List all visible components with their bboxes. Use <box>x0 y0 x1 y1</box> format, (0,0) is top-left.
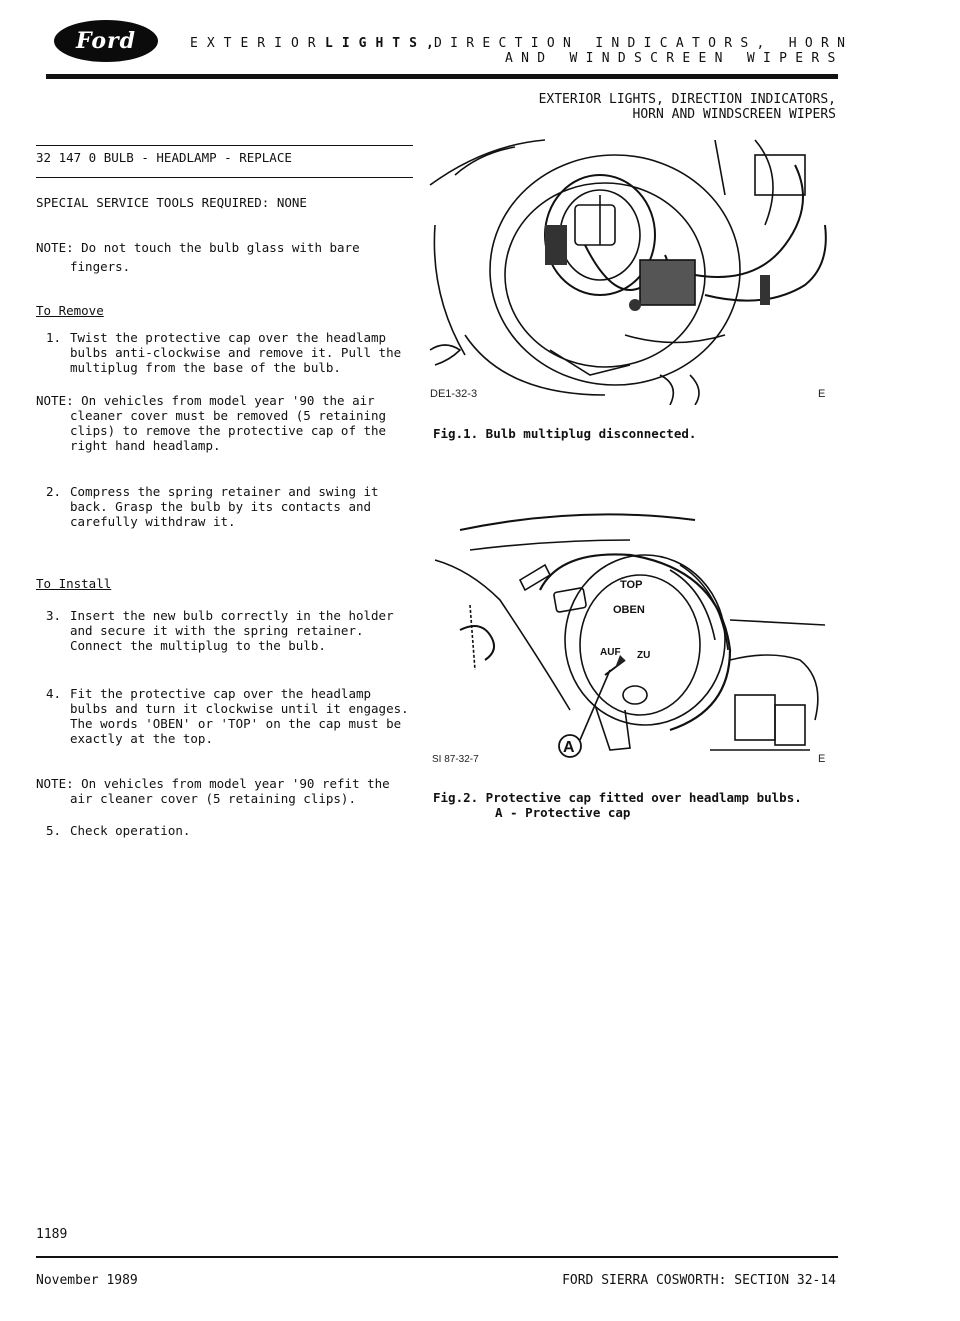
step-line: and secure it with the spring retainer. <box>70 623 364 638</box>
fig2-callout-a: A <box>563 739 575 756</box>
step-2 <box>46 484 426 534</box>
note-line: NOTE: On vehicles from model year '90 the air <box>36 393 375 408</box>
subheader-line2: HORN AND WINDSCREEN WIPERS <box>632 107 836 122</box>
note-line: NOTE: Do not touch the bulb glass with bare <box>36 240 360 255</box>
note-line: clips) to remove the protective cap of the <box>70 423 387 438</box>
step-line: Connect the multiplug to the bulb. <box>70 638 326 653</box>
step-5 <box>46 823 426 838</box>
ford-logo-text: Ford <box>75 28 137 54</box>
fig1-caption: Fig.1. Bulb multiplug disconnected. <box>433 426 697 441</box>
fig2-cap-word-top: TOP <box>620 579 643 591</box>
note-line: cleaner cover must be removed (5 retaining <box>70 408 387 423</box>
fig1-letter-label: E <box>818 388 826 400</box>
special-tools: SPECIAL SERVICE TOOLS REQUIRED: NONE <box>36 195 307 210</box>
section-subheader <box>539 92 836 122</box>
note-line: right hand headlamp. <box>70 438 221 453</box>
subheader-line1: EXTERIOR LIGHTS, DIRECTION INDICATORS, <box>538 92 836 107</box>
footer-section: FORD SIERRA COSWORTH: SECTION 32-14 <box>562 1273 836 1288</box>
procedure-title: 32 147 0 BULB - HEADLAMP - REPLACE <box>36 150 292 165</box>
heading-to-install: To Install <box>36 576 112 591</box>
note-bulb-glass <box>36 240 360 274</box>
step-number: 2. <box>46 484 62 499</box>
note-refit-cleaner <box>36 776 390 806</box>
fig2-caption-line2: A - Protective cap <box>495 805 631 820</box>
step-number: 4. <box>46 686 62 701</box>
heading-to-remove: To Remove <box>36 303 104 318</box>
step-1 <box>46 330 426 380</box>
fig1-ref-label: DE1-32-3 <box>430 388 478 400</box>
fig2-caption <box>433 790 802 820</box>
step-line: Insert the new bulb correctly in the holder <box>70 608 394 623</box>
note-air-cleaner <box>36 393 386 453</box>
step-3 <box>46 608 426 658</box>
step-line: Fit the protective cap over the headlamp <box>70 686 372 701</box>
figure-2-protective-cap <box>430 510 835 770</box>
step-line: The words 'OBEN' or 'TOP' on the cap must be <box>70 716 402 731</box>
note-line: NOTE: On vehicles from model year '90 refit the <box>36 776 390 791</box>
footer-rule <box>36 1256 838 1258</box>
footer-date: November 1989 <box>36 1273 138 1288</box>
step-line: Compress the spring retainer and swing it <box>70 484 379 499</box>
step-number: 3. <box>46 608 62 623</box>
header-line1-right: DIRECTION INDICATORS, HORN <box>434 36 854 51</box>
fig2-cap-word-zu: ZU <box>637 650 651 661</box>
step-line: bulbs and turn it clockwise until it engages. <box>70 701 409 716</box>
step-line: exactly at the top. <box>70 731 213 746</box>
step-line: Twist the protective cap over the headlamp <box>70 330 387 345</box>
step-4 <box>46 686 436 751</box>
header-line1-left: EXTERIOR <box>190 36 325 51</box>
figure-1-headlamp-multiplug <box>425 135 835 405</box>
title-rule-bottom <box>36 177 413 178</box>
note-line: air cleaner cover (5 retaining clips). <box>70 791 356 806</box>
title-rule-top <box>36 145 413 146</box>
step-line: multiplug from the base of the bulb. <box>70 360 341 375</box>
step-number: 1. <box>46 330 62 345</box>
step-line: carefully withdraw it. <box>70 514 236 529</box>
fig2-caption-line1: Fig.2. Protective cap fitted over headlamp bulbs. <box>433 790 802 805</box>
fig2-cap-word-oben: OBEN <box>613 604 645 616</box>
step-number: 5. <box>46 823 62 838</box>
header-rule <box>46 74 838 79</box>
step-line: Check operation. <box>70 823 191 838</box>
page-number: 1189 <box>36 1227 68 1242</box>
note-line: fingers. <box>70 259 131 274</box>
step-line: bulbs anti-clockwise and remove it. Pull the <box>70 345 402 360</box>
fig2-letter-label: E <box>818 753 826 765</box>
ford-logo <box>54 20 158 62</box>
step-line: back. Grasp the bulb by its contacts and <box>70 499 372 514</box>
fig2-cap-word-auf: AUF <box>600 647 621 658</box>
fig2-ref-label: SI 87-32-7 <box>432 754 479 765</box>
header-line1-mid: LIGHTS, <box>325 36 443 51</box>
header-line2: AND WINDSCREEN WIPERS <box>505 51 844 66</box>
